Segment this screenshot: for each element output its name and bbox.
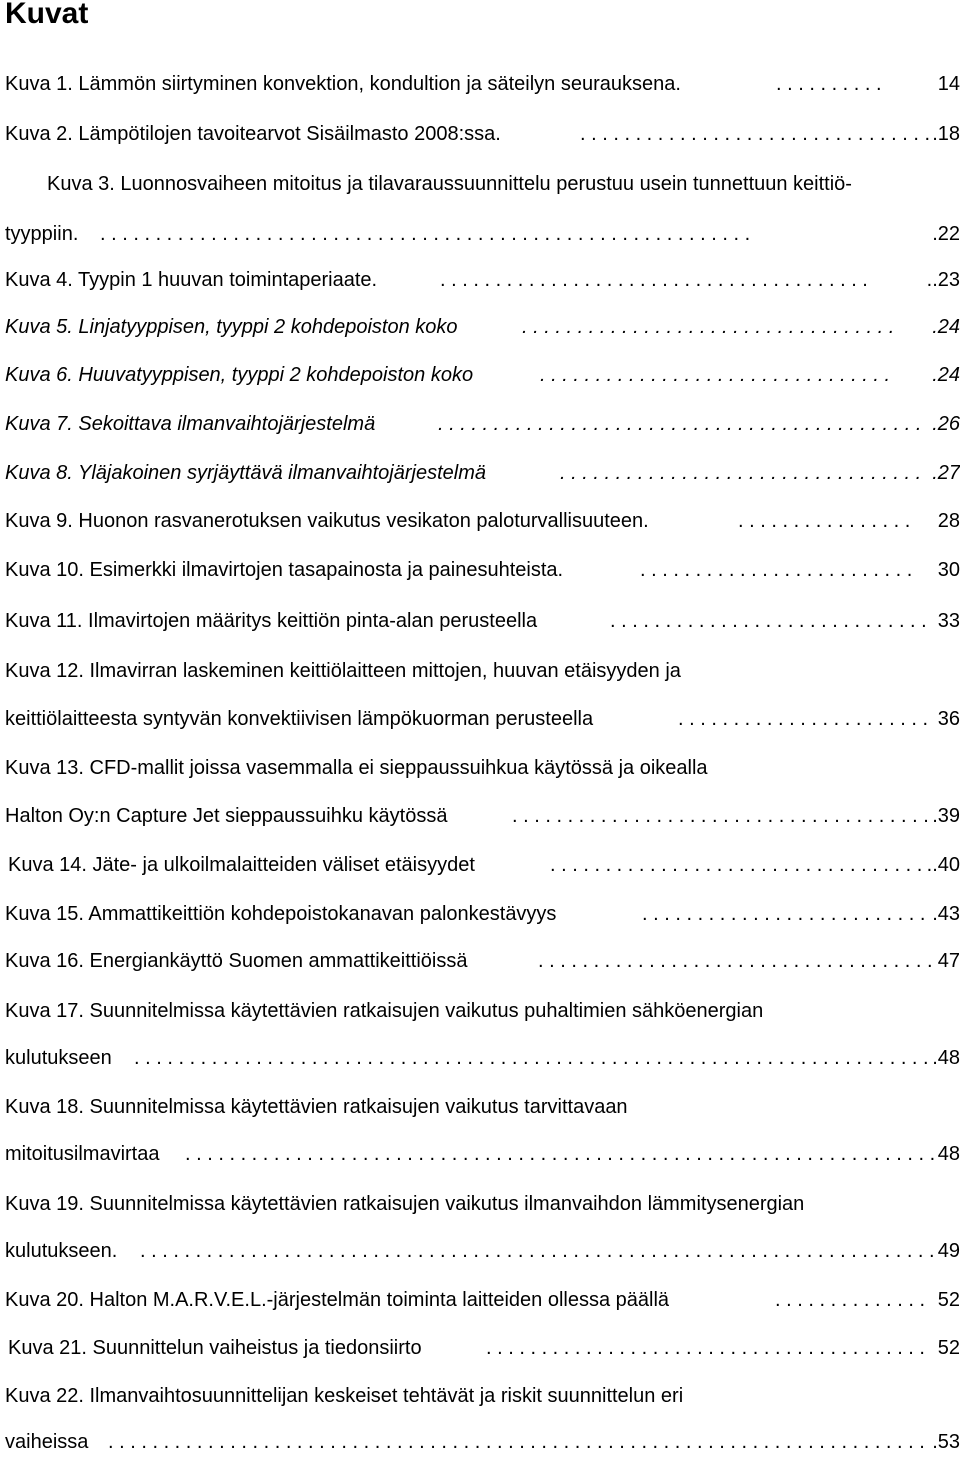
dot-leader: . . . . . . . . . . . . . . . . . . . . . . . . . . . . . . . . — [540, 364, 891, 386]
entry-text: Kuva 2. Lämpötilojen tavoitearvot Sisäilmasto 2008:ssa. — [5, 123, 501, 145]
entry-text: tyyppiin. — [5, 223, 79, 245]
dot-leader: . . . . . . . . . . . . . . . . . . . . . . . . . . . . . . . . . . — [522, 316, 895, 338]
entry-text: Kuva 15. Ammattikeittiön kohdepoistokanavan palonkestävyys — [5, 903, 557, 925]
entry-text: Kuva 1. Lämmön siirtyminen konvektion, kondultion ja säteilyn seurauksena. — [5, 73, 681, 95]
page-number: 49 — [937, 1240, 960, 1262]
list-item — [0, 1333, 960, 1363]
list-item — [0, 899, 960, 929]
page-number: .22 — [932, 223, 960, 245]
entry-text: Kuva 19. Suunnitelmissa käytettävien ratkaisujen vaikutus ilmanvaihdon lämmitysenergian — [5, 1193, 805, 1215]
page-number: .39 — [932, 805, 960, 827]
list-item — [0, 996, 960, 1026]
entry-text: Kuva 20. Halton M.A.R.V.E.L.-järjestelmän toiminta laitteiden ollessa päällä — [5, 1289, 670, 1311]
page-number: .18 — [932, 123, 960, 145]
page-number: ..23 — [926, 269, 960, 291]
entry-text: Kuva 10. Esimerkki ilmavirtojen tasapainosta ja painesuhteista. — [5, 559, 564, 581]
dot-leader: . . . . . . . . . . . . . . . . . . . . . . . . . . . . . . . . . . . . . . . . . . . . . . . . . . . . . . . . . . . . . . . . . . . . . . . . — [140, 1240, 935, 1262]
dot-leader: . . . . . . . . . . . . . . . . . . . . . . . . . . . . . . . . . . . . . . — [512, 805, 929, 827]
list-item — [0, 1189, 960, 1219]
dot-leader: . . . . . . . . . . . . . . . . . . . . . . . . . . . . . — [610, 610, 927, 632]
entry-text: Kuva 6. Huuvatyyppisen, tyyppi 2 kohdepoiston koko — [5, 364, 474, 386]
dot-leader: . . . . . . . . . . . . . . — [775, 1289, 926, 1311]
list-item — [0, 169, 960, 199]
page-number: 30 — [937, 559, 960, 581]
dot-leader: . . . . . . . . . . . . . . . . . . . . . . . . . . . . . . . . . . . . . . . . . . . . — [438, 413, 922, 435]
entry-text: mitoitusilmavirtaa — [5, 1143, 160, 1165]
page-number: ..40 — [926, 854, 960, 876]
dot-leader: . . . . . . . . . . . . . . . . . . . . . . . . . . . . . . . . . . — [550, 854, 923, 876]
list-item — [0, 409, 960, 439]
dot-leader: . . . . . . . . . . . . . . . . . . . . . . . . . . . . . . . . . . . . . . . — [440, 269, 868, 291]
page-number: .24 — [932, 316, 960, 338]
entry-text: Kuva 18. Suunnitelmissa käytettävien ratkaisujen vaikutus tarvittavaan — [5, 1096, 628, 1118]
page-number: 36 — [937, 708, 960, 730]
entry-text: vaiheissa — [5, 1431, 89, 1453]
dot-leader: . . . . . . . . . . . . . . . . . . . . . . . . . . . . . . . . . — [560, 462, 922, 484]
dot-leader: . . . . . . . . . . . . . . . . — [738, 510, 911, 532]
list-item — [0, 119, 960, 149]
list-item — [0, 946, 960, 976]
dot-leader: . . . . . . . . . . . . . . . . . . . . . . . . . . . . . . . . . . . . — [538, 950, 933, 972]
list-item — [0, 312, 960, 342]
list-item — [0, 1285, 960, 1315]
dot-leader: . . . . . . . . . . — [776, 73, 882, 95]
dot-leader: . . . . . . . . . . . . . . . . . . . . . . . . . . . . . . . . . . . . . . . . . . . . . . . . . . . . . . . . . . . . . . . . . . . . . . . . . . — [108, 1431, 925, 1453]
entry-text: Kuva 9. Huonon rasvanerotuksen vaikutus vesikaton paloturvallisuuteen. — [5, 510, 649, 532]
dot-leader: . . . . . . . . . . . . . . . . . . . . . . . — [678, 708, 929, 730]
entry-text: Kuva 17. Suunnitelmissa käytettävien ratkaisujen vaikutus puhaltimien sähköenergian — [5, 1000, 764, 1022]
list-item — [0, 69, 960, 99]
dot-leader: . . . . . . . . . . . . . . . . . . . . . . . . . . . . . . . . . . . . . . . . — [486, 1337, 925, 1359]
entry-text: Kuva 5. Linjatyyppisen, tyyppi 2 kohdepoiston koko — [5, 316, 458, 338]
dot-leader: . . . . . . . . . . . . . . . . . . . . . . . . . — [640, 559, 913, 581]
list-item — [0, 753, 960, 783]
list-item — [0, 656, 960, 686]
entry-text: kulutukseen. — [5, 1240, 118, 1262]
page-title: Kuvat — [5, 0, 89, 30]
entry-text: Kuva 4. Tyypin 1 huuvan toimintaperiaate. — [5, 269, 378, 291]
page-number: 33 — [937, 610, 960, 632]
list-item — [0, 801, 960, 831]
dot-leader: . . . . . . . . . . . . . . . . . . . . . . . . . . . . . . . . . . . . . . . . . . . . . . . . . . . . . . . . . . . — [100, 223, 751, 245]
list-item — [0, 265, 960, 295]
list-item — [0, 360, 960, 390]
entry-text: Kuva 13. CFD-mallit joissa vasemmalla ei sieppaussuihkua käytössä ja oikealla — [5, 757, 708, 779]
list-item — [0, 458, 960, 488]
entry-text: Kuva 3. Luonnosvaiheen mitoitus ja tilavaraussuunnittelu perustuu usein tunnettuun keittiö- — [47, 173, 852, 195]
entry-text: Kuva 12. Ilmavirran laskeminen keittiölaitteen mittojen, huuvan etäisyyden ja — [5, 660, 681, 682]
page-number: .24 — [932, 364, 960, 386]
page-number: .26 — [932, 413, 960, 435]
page-number: .53 — [932, 1431, 960, 1453]
list-item — [0, 850, 960, 880]
dot-leader: . . . . . . . . . . . . . . . . . . . . . . . . . . . . . . . . — [580, 123, 931, 145]
page-number: 48 — [937, 1143, 960, 1165]
entry-text: Halton Oy:n Capture Jet sieppaussuihku käytössä — [5, 805, 448, 827]
entry-text: Kuva 7. Sekoittava ilmanvaihtojärjestelmä — [5, 413, 376, 435]
list-item — [0, 1092, 960, 1122]
page-number: 47 — [937, 950, 960, 972]
list-item — [0, 606, 960, 636]
page-number: 52 — [937, 1289, 960, 1311]
page-number: .48 — [932, 1047, 960, 1069]
list-item — [0, 555, 960, 585]
entry-text: kulutukseen — [5, 1047, 112, 1069]
entry-text: Kuva 16. Energiankäyttö Suomen ammattikeittiöissä — [5, 950, 468, 972]
list-item — [0, 1427, 960, 1457]
entry-text: Kuva 21. Suunnittelun vaiheistus ja tiedonsiirto — [8, 1337, 422, 1359]
list-item — [0, 1043, 960, 1073]
page-number: .43 — [932, 903, 960, 925]
entry-text: Kuva 11. Ilmavirtojen määritys keittiön pinta-alan perusteella — [5, 610, 538, 632]
list-item — [0, 219, 960, 249]
page-number: 52 — [937, 1337, 960, 1359]
page-number: 28 — [937, 510, 960, 532]
entry-text: Kuva 8. Yläjakoinen syrjäyttävä ilmanvaihtojärjestelmä — [5, 462, 486, 484]
entry-text: Kuva 22. Ilmanvaihtosuunnittelijan keskeiset tehtävät ja riskit suunnittelun eri — [5, 1385, 684, 1407]
page-number: 14 — [937, 73, 960, 95]
entry-text: keittiölaitteesta syntyvän konvektiivisen lämpökuorman perusteella — [5, 708, 594, 730]
list-item — [0, 1236, 960, 1266]
dot-leader: . . . . . . . . . . . . . . . . . . . . . . . . . . — [642, 903, 926, 925]
list-item — [0, 1139, 960, 1169]
list-item — [0, 1381, 960, 1411]
list-item — [0, 704, 960, 734]
entry-text: Kuva 14. Jäte- ja ulkoilmalaitteiden väliset etäisyydet — [8, 854, 475, 876]
list-item — [0, 506, 960, 536]
page-number: .27 — [932, 462, 960, 484]
dot-leader: . . . . . . . . . . . . . . . . . . . . . . . . . . . . . . . . . . . . . . . . . . . . . . . . . . . . . . . . . . . . . . . . . . . . — [185, 1143, 936, 1165]
dot-leader: . . . . . . . . . . . . . . . . . . . . . . . . . . . . . . . . . . . . . . . . . . . . . . . . . . . . . . . . . . . . . . . . . . . . . . . . — [134, 1047, 929, 1069]
